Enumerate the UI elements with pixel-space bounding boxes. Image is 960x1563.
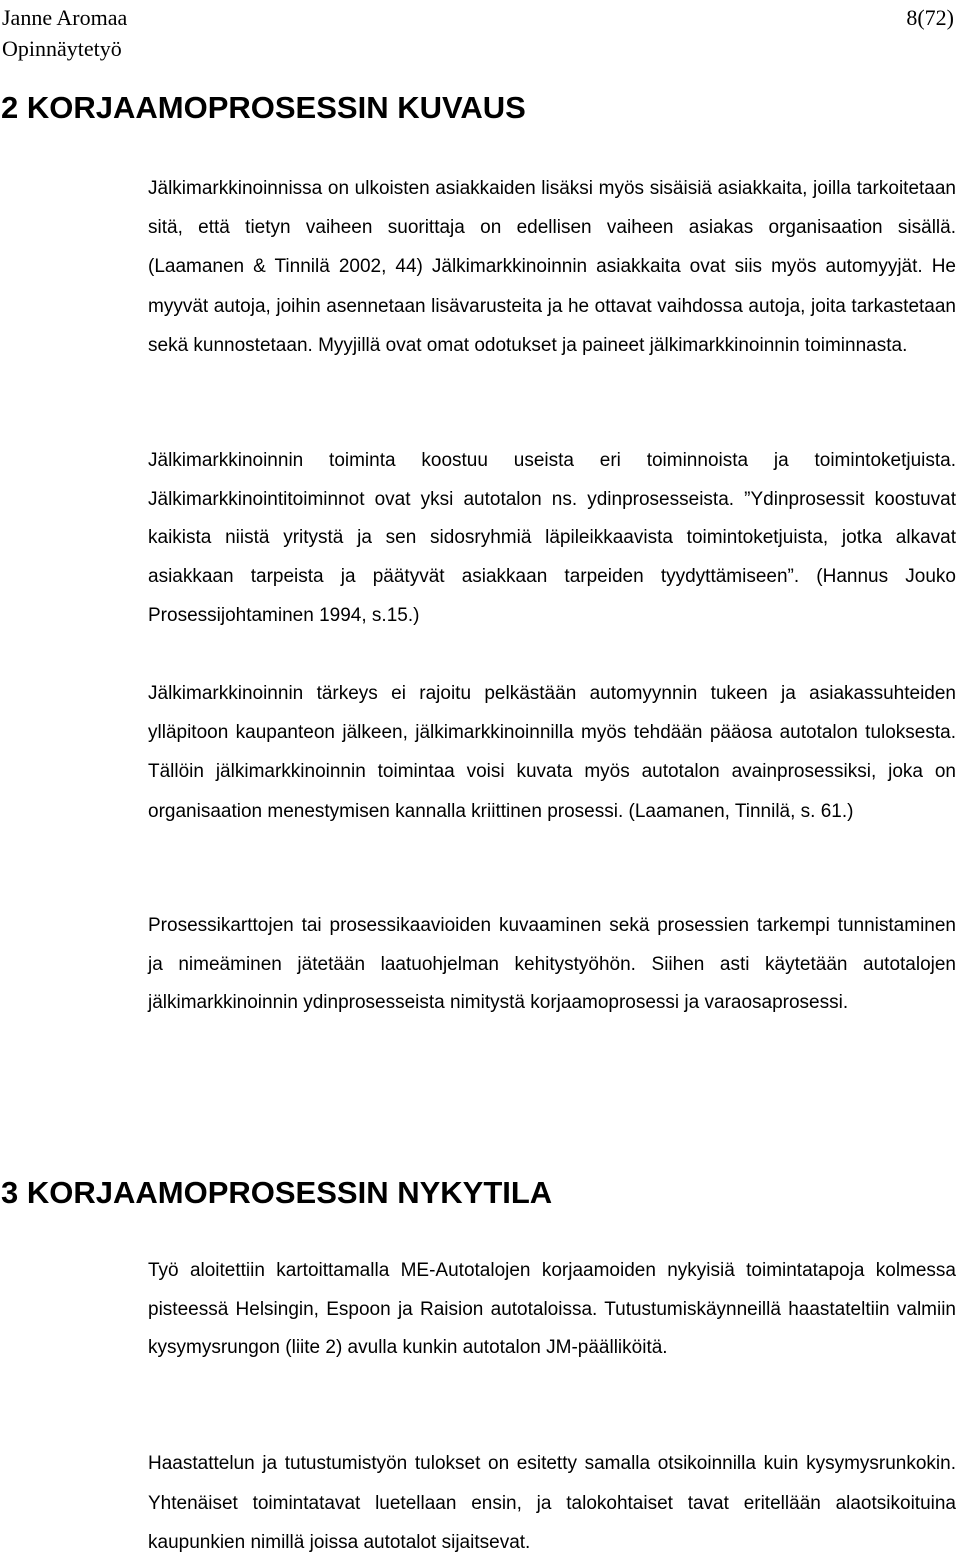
page-number: 8(72) (906, 5, 954, 30)
section-2-paragraph-4: Prosessikarttojen tai prosessikaavioiden kuvaaminen sekä prosessien tarkempi tunnistaminen ja nimeäminen jätetään laatuohjelman kehitystyöhön. Siihen asti käytetään autotalojen jälkimarkkinoinnin ydinprosesseista nimitystä korjaamoprosessi ja varaosaprosessi. (148, 915, 956, 1014)
section-3-heading: 3 KORJAAMOPROSESSIN NYKYTILA (1, 1175, 553, 1210)
author-name: Janne Aromaa (2, 5, 128, 30)
section-2-heading: 2 KORJAAMOPROSESSIN KUVAUS (1, 90, 526, 125)
section-3-paragraph-1: Työ aloitettiin kartoittamalla ME-Autotalojen korjaamoiden nykyisiä toimintatapoja kolmessa pisteessä Helsingin, Espoon ja Raision autotaloissa. Tutustumiskäynneillä haastateltiin valmiin kysymysrungon (liite 2) avulla kunkin autotalon JM-päälliköitä. (148, 1260, 956, 1359)
document-type: Opinnäytetyö (2, 36, 122, 61)
section-2-paragraph-3: Jälkimarkkinoinnin tärkeys ei rajoitu pelkästään automyynnin tukeen ja asiakassuhteiden ylläpitoon kaupanteon jälkeen, jälkimarkkinoinnilla myös tehdään pääosa autotalon tuloksesta. Tällöin jälkimarkkinoinnin toimintaa voisi kuvata myös autotalon avainprosessiksi, joka on organisaation menestymisen kannalla kriittinen prosessi. (Laamanen, Tinnilä, s. 61.) (148, 683, 956, 822)
section-3-paragraph-2: Haastattelun ja tutustumistyön tulokset on esitetty samalla otsikoinnilla kuin kysymysrunkokin. Yhtenäiset toimintatavat luetellaan ensin, ja talokohtaiset tavat eritellään alaotsikoituina kaupunkien nimillä joissa autotalot sijaitsevat. (148, 1453, 956, 1554)
section-2-paragraph-2: Jälkimarkkinoinnin toiminta koostuu useista eri toiminnoista ja toimintoketjuista. Jälkimarkkinointitoiminnot ovat yksi autotalon ns. ydinprosesseista. ”Ydinprosessit koostuvat kaikista niistä yritystä ja sen sidosryhmiä läpileikkaavista toimintoketjuista, jotka alkavat asiakkaan tarpeista ja päätyvät asiakkaan tarpeiden tyydyttämiseen”. (Hannus Jouko Prosessijohtaminen 1994, s.15.) (148, 450, 956, 626)
page-header-left (2, 2, 127, 64)
section-2-paragraph-1: Jälkimarkkinoinnissa on ulkoisten asiakkaiden lisäksi myös sisäisiä asiakkaita, joilla tarkoitetaan sitä, että tietyn vaiheen suorittaja on edellisen vaiheen asiakas organisaation sisällä. (Laamanen & Tinnilä 2002, 44) Jälkimarkkinoinnin asiakkaita ovat siis myös automyyjät. He myyvät autoja, joihin asennetaan lisävarusteita ja he ottavat vaihdossa autoja, joita tarkastetaan sekä kunnostetaan. Myyjillä ovat omat odotukset ja paineet jälkimarkkinoinnin toiminnasta. (148, 178, 956, 356)
